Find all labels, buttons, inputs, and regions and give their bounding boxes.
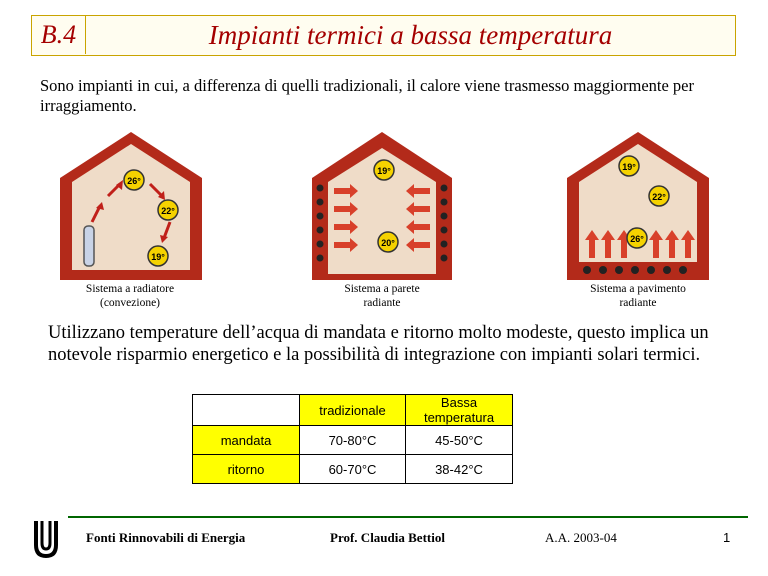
table-cell: 45-50°C [406, 426, 513, 455]
caption-radiator: Sistema a radiatore (convezione) [85, 283, 175, 309]
university-logo-icon [33, 519, 59, 559]
footer-divider [68, 516, 748, 518]
temp-label: 22° [652, 192, 666, 202]
table-header: tradizionale [300, 395, 406, 426]
page-number: 1 [723, 530, 731, 545]
temperature-table [192, 394, 513, 484]
table-row [193, 455, 513, 484]
slide-title: Impianti termici a bassa temperatura [208, 20, 613, 50]
temp-label: 19° [377, 166, 391, 176]
row-label: mandata [193, 426, 300, 455]
temp-label: 20° [381, 238, 395, 248]
slide-header [31, 15, 736, 56]
row-label: ritorno [193, 455, 300, 484]
house-floor-illustration [565, 130, 711, 282]
table-corner-cell [193, 395, 300, 426]
table-row [193, 426, 513, 455]
table-cell: 38-42°C [406, 455, 513, 484]
temp-label: 26° [630, 234, 644, 244]
footer-course: Fonti Rinnovabili di Energia [86, 530, 246, 545]
section-code: B.4 [32, 16, 86, 54]
footer-author: Prof. Claudia Bettiol [330, 530, 445, 545]
caption-floor: Sistema a pavimento radiante [590, 283, 686, 309]
body-paragraph: Utilizzano temperature dell’acqua di mandata e ritorno molto modeste, questo implica un notevole risparmio energetico e la possibilità di integrazione con impianti solari termici. [48, 323, 709, 365]
temp-label: 22° [161, 206, 175, 216]
temp-label: 26° [127, 176, 141, 186]
radiator-icon [84, 226, 94, 266]
house-wall-illustration [310, 130, 454, 282]
intro-text: Sono impianti in cui, a differenza di quelli tradizionali, il calore viene trasmesso maggiormente per irraggiamento. [40, 76, 694, 115]
table-header-row [193, 395, 513, 426]
caption-wall: Sistema a parete radiante [344, 283, 420, 309]
table-header: Bassa temperatura [406, 395, 513, 426]
temp-label: 19° [622, 162, 636, 172]
temp-label: 19° [151, 252, 165, 262]
footer-year: A.A. 2003-04 [545, 530, 617, 545]
table-cell: 70-80°C [300, 426, 406, 455]
table-cell: 60-70°C [300, 455, 406, 484]
house-radiator-illustration [58, 130, 204, 282]
